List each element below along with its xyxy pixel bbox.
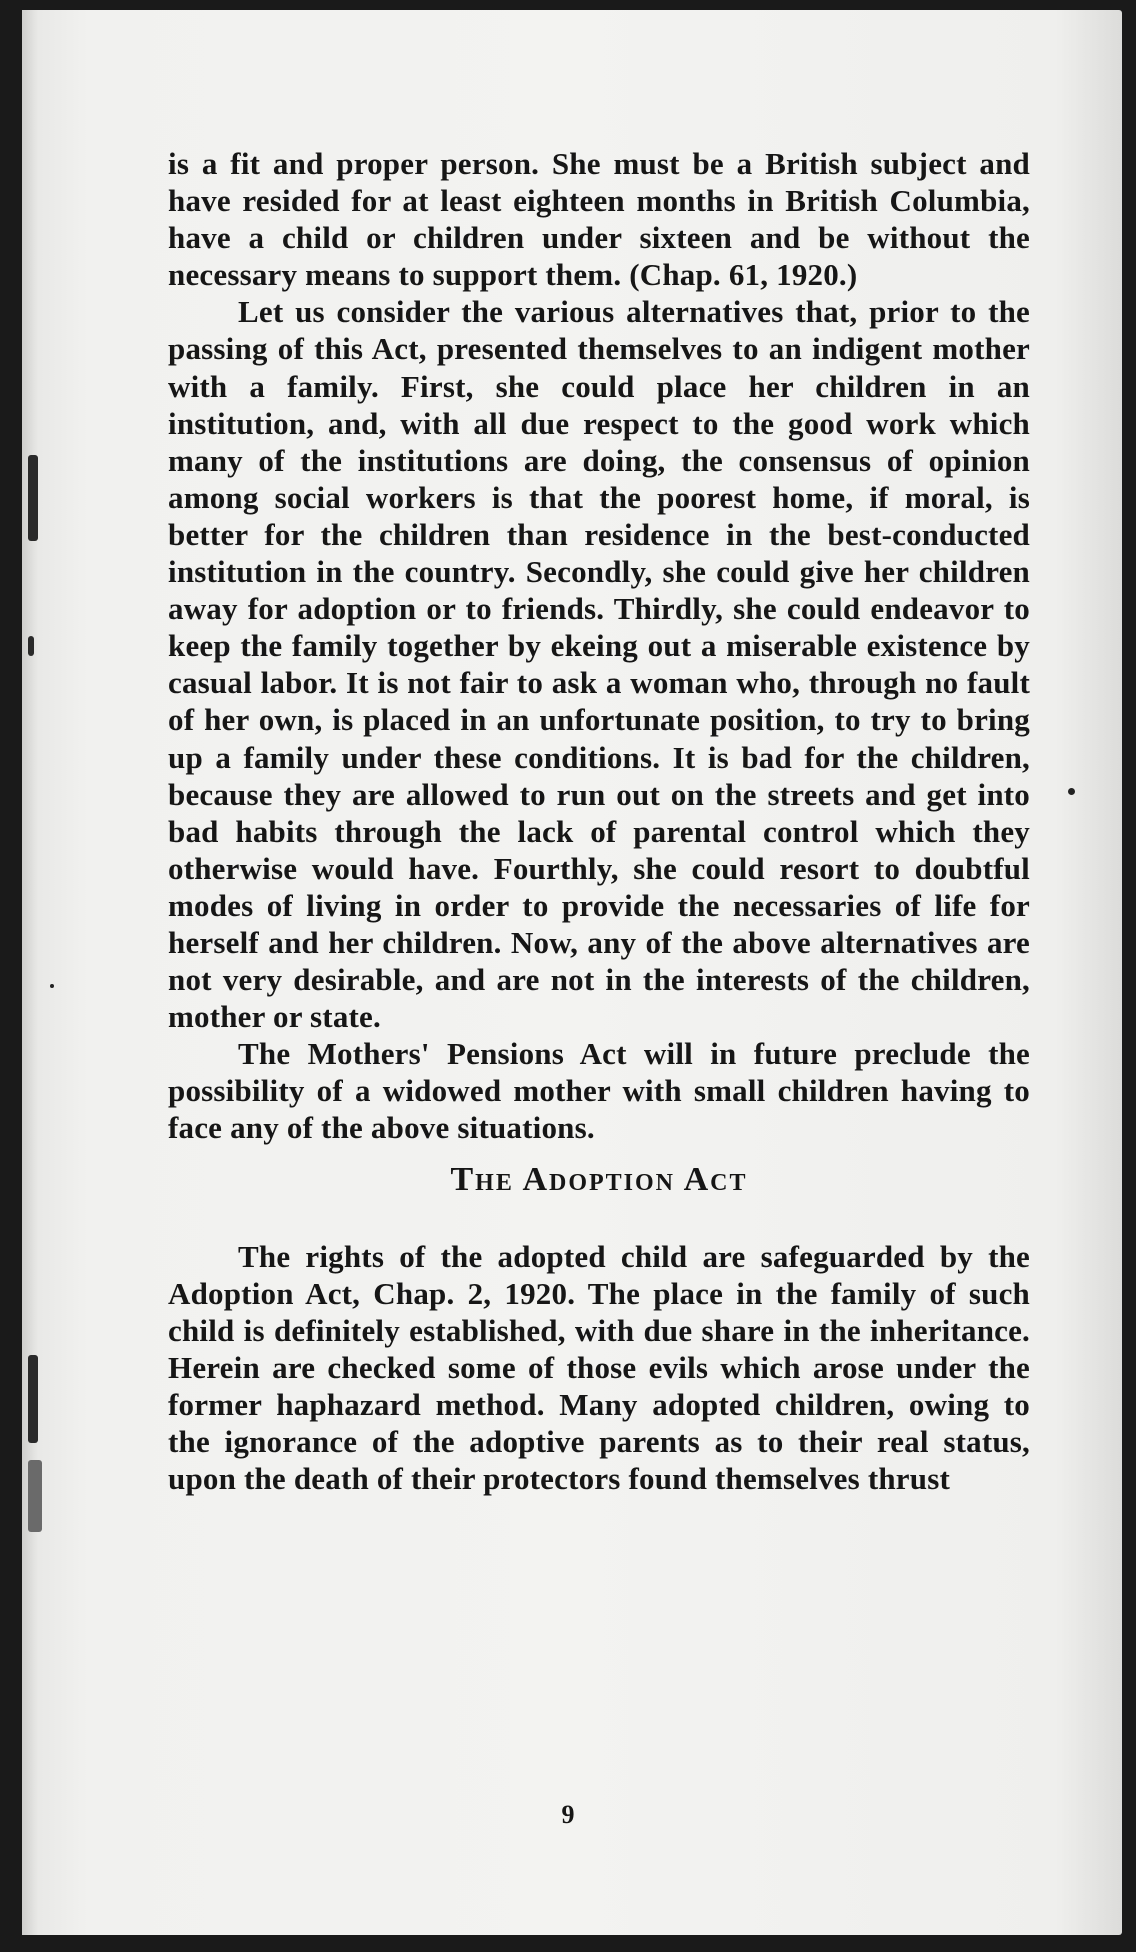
ink-speck: [50, 984, 54, 988]
binding-staple-mark: [28, 636, 34, 656]
ink-speck: [1068, 788, 1075, 795]
body-text: [168, 145, 1030, 1497]
binding-staple-mark: [28, 1460, 42, 1532]
paragraph-continuation: is a fit and proper person. She must be a British subject and have resided for at least eighteen months in British Columbia, have a child or children under sixteen and be without the necessary means to support them. (Chap. 61, 1920.): [168, 146, 1030, 293]
binding-staple-mark: [28, 455, 38, 541]
binding-staple-mark: [28, 1355, 38, 1443]
paragraph-mothers-pensions: The Mothers' Pensions Act will in future preclude the possibility of a widowed mother with small children having to face any of the above situations.: [168, 1036, 1030, 1146]
paragraph-adoption-act: The rights of the adopted child are safeguarded by the Adoption Act, Chap. 2, 1920. The place in the family of such child is definitely established, with due share in the inheritance. Herein are checked some of those evils which arose under the former haphazard method. Many adopted children, owing to the ignorance of the adoptive parents as to their real status, upon the death of their protectors found themselves thrust: [168, 1238, 1030, 1497]
page-spine: [22, 10, 38, 1935]
paragraph-alternatives: Let us consider the various alternatives that, prior to the passing of this Act, presented themselves to an indigent mother with a family. First, she could place her children in an institution, and, with all due respect to the good work which many of the institutions are doing, the consensus of opinion among social workers is that the poorest home, if moral, is better for the children than residence in the best-conducted institution in the country. Secondly, she could give her children away for adoption or to friends. Thirdly, she could endeavor to keep the family together by ekeing out a miserable existence by casual labor. It is not fair to ask a woman who, through no fault of her own, is placed in an unfortunate position, to try to bring up a family under these conditions. It is bad for the children, because they are allowed to run out on the streets and get into bad habits through the lack of parental control which they otherwise would have. Fourthly, she could resort to doubtful modes of living in order to provide the necessaries of life for herself and her children. Now, any of the above alternatives are not very desirable, and are not in the interests of the children, mother or state.: [168, 294, 1030, 1035]
page-number: 9: [561, 1800, 575, 1829]
section-heading: The Adoption Act: [450, 1160, 748, 1198]
